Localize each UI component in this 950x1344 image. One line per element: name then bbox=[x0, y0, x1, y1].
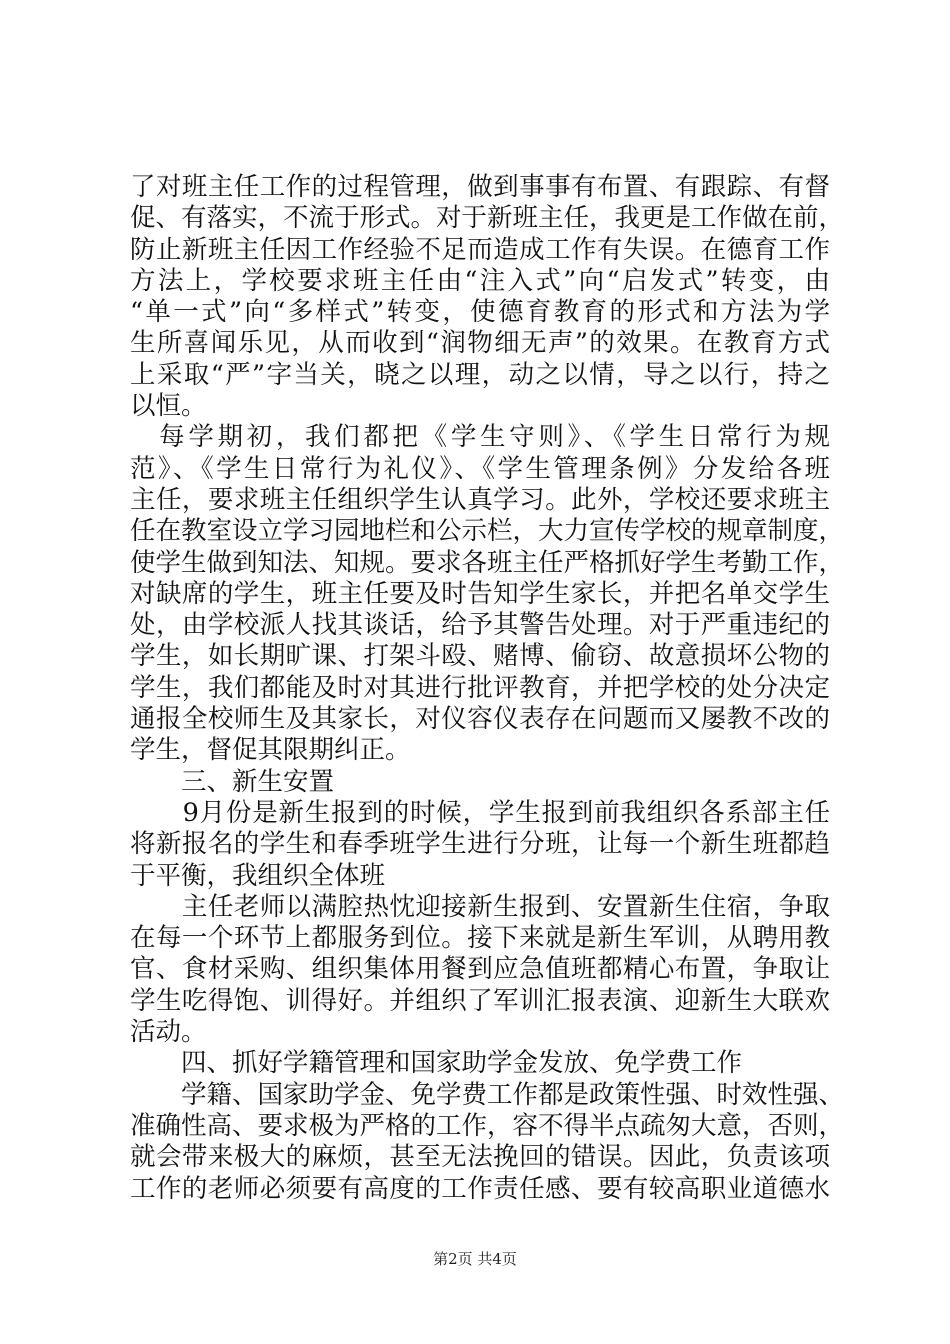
text-line: “单一式”向“多样式”转变，使德育教育的形式和方法为学 bbox=[130, 297, 830, 328]
text-line: 处，由学校派人找其谈话，给予其警告处理。对于严重违纪的 bbox=[130, 610, 830, 641]
text-line: 了对班主任工作的过程管理，做到事事有布置、有跟踪、有督 bbox=[130, 172, 830, 202]
text-line: 对缺席的学生，班主任要及时告知学生家长，并把名单交学生 bbox=[130, 578, 830, 609]
text-line: 准确性高、要求极为严格的工作，容不得半点疏匆大意，否则， bbox=[130, 1110, 845, 1141]
text-line: 将新报名的学生和春季班学生进行分班，让每一个新生班都趋 bbox=[130, 829, 830, 860]
text-line: 使学生做到知法、知规。要求各班主任严格抓好学生考勤工作， bbox=[130, 547, 845, 578]
text-line: 9月份是新生报到的时候，学生报到前我组织各系部主任 bbox=[130, 797, 830, 828]
page-footer: 第2页 共4页 bbox=[433, 1250, 517, 1268]
text-line: 上采取“严”字当关，晓之以理，动之以情，导之以行，持之 bbox=[130, 359, 830, 390]
text-line: 就会带来极大的麻烦，甚至无法挽回的错误。因此，负责该项 bbox=[130, 1142, 830, 1173]
text-line: 学生，督促其限期纠正。 bbox=[130, 735, 411, 766]
text-line: 活动。 bbox=[130, 1017, 207, 1048]
text-line: 主任老师以满腔热忱迎接新生报到、安置新生住宿，争取 bbox=[130, 891, 830, 922]
text-line: 学生吃得饱、训得好。并组织了军训汇报表演、迎新生大联欢 bbox=[130, 985, 830, 1016]
text-line: 促、有落实，不流于形式。对于新班主任，我更是工作做在前， bbox=[130, 203, 845, 234]
text-line: 以恒。 bbox=[130, 391, 207, 422]
text-line: 范》、《学生日常行为礼仪》、《学生管理条例》分发给各班 bbox=[130, 453, 830, 484]
text-line: 防止新班主任因工作经验不足而造成工作有失误。在德育工作 bbox=[130, 234, 830, 265]
text-line: 工作的老师必须要有高度的工作责任感、要有较高职业道德水 bbox=[130, 1173, 830, 1204]
text-line: 主任，要求班主任组织学生认真学习。此外，学校还要求班主 bbox=[130, 484, 830, 515]
text-line: 三、新生安置 bbox=[130, 766, 335, 797]
text-line: 学生，如长期旷课、打架斗殴、赌博、偷窃、故意损坏公物的 bbox=[130, 641, 830, 672]
text-line: 方法上，学校要求班主任由“注入式”向“启发式”转变，由 bbox=[130, 265, 830, 296]
text-line: 于平衡，我组织全体班 bbox=[130, 860, 386, 891]
text-line: 在每一个环节上都服务到位。接下来就是新生军训，从聘用教 bbox=[130, 923, 830, 954]
text-line: 每学期初，我们都把《学生守则》、《学生日常行为规 bbox=[130, 422, 830, 453]
text-line: 官、食材采购、组织集体用餐到应急值班都精心布置，争取让 bbox=[130, 954, 830, 985]
text-line: 生所喜闻乐见，从而收到“润物细无声”的效果。在教育方式 bbox=[130, 328, 830, 359]
text-line: 学籍、国家助学金、免学费工作都是政策性强、时效性强、 bbox=[130, 1079, 845, 1110]
text-line: 四、抓好学籍管理和国家助学金发放、免学费工作 bbox=[130, 1048, 743, 1079]
document-body bbox=[130, 172, 845, 1205]
text-line: 学生，我们都能及时对其进行批评教育，并把学校的处分决定 bbox=[130, 672, 830, 703]
text-line: 任在教室设立学习园地栏和公示栏，大力宣传学校的规章制度， bbox=[130, 516, 845, 547]
text-line: 通报全校师生及其家长，对仪容仪表存在问题而又屡教不改的 bbox=[130, 704, 830, 735]
